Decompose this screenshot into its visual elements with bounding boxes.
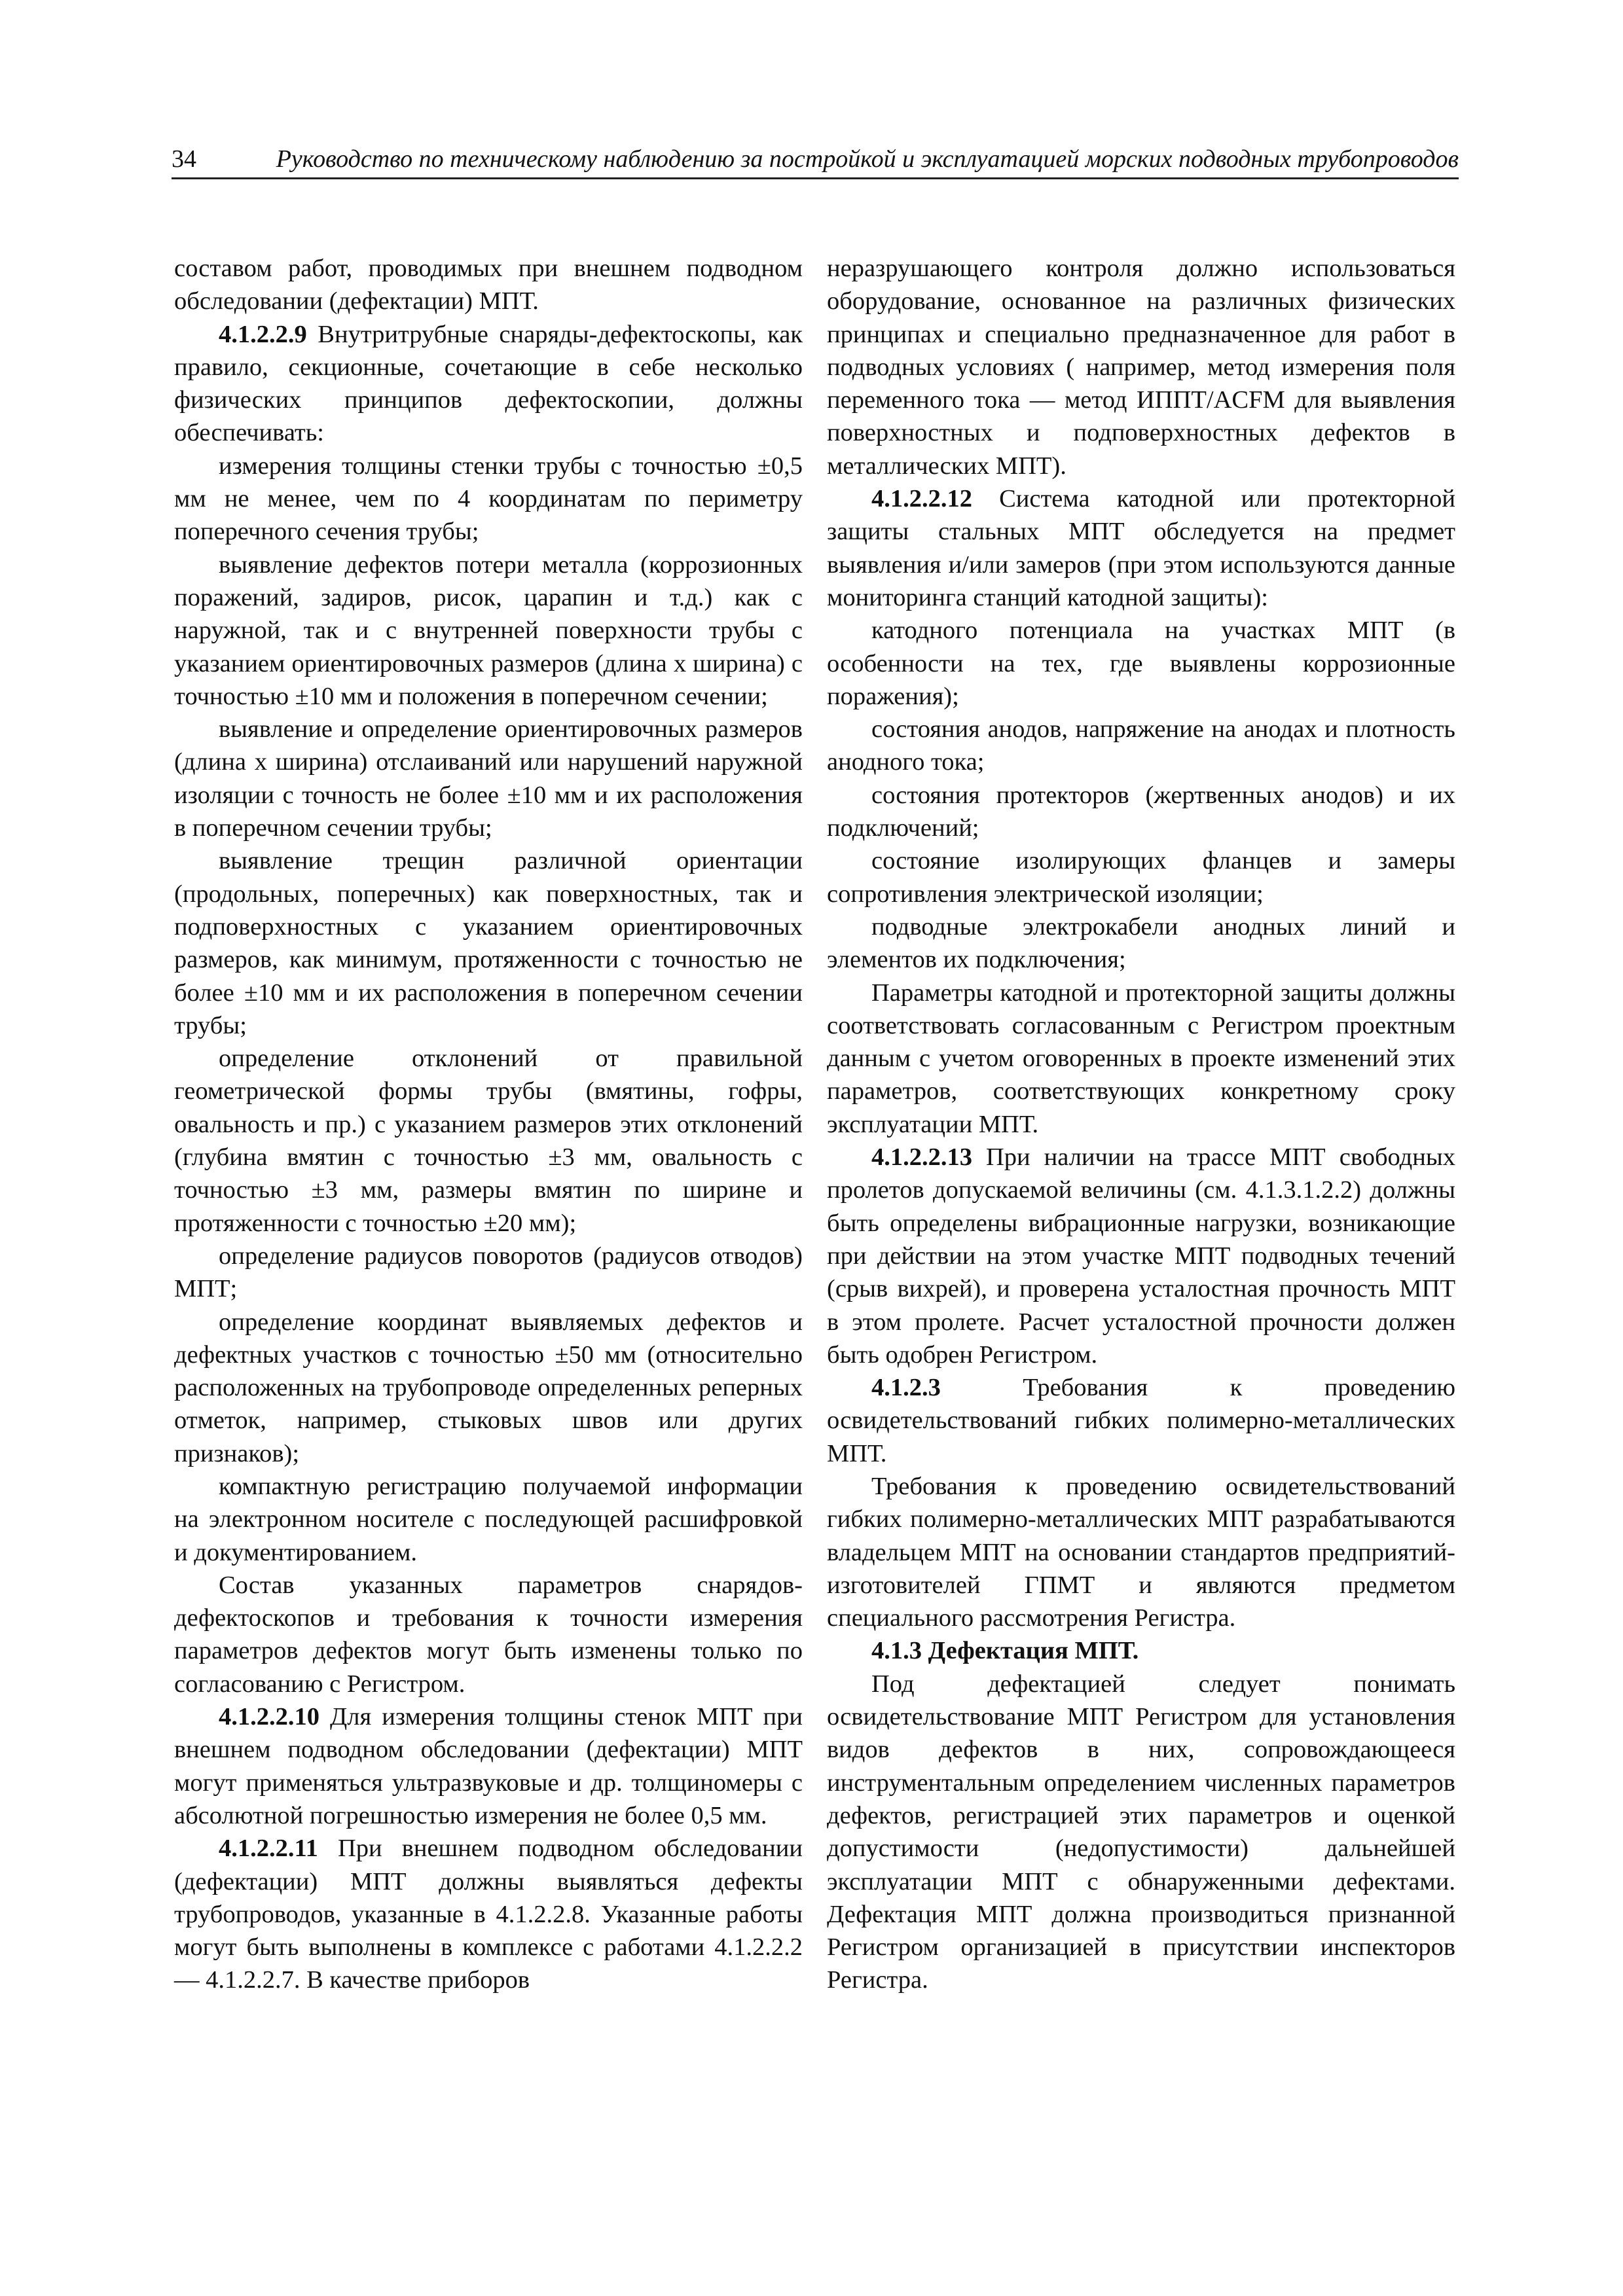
list-item: выявление трещин различной ориентации (продольных, поперечных) как поверхностных, так и подповерхностных с указанием ориентировочных размеров, как минимум, протяженности с точностью не более ±10 мм и их расположения в поперечном сечении трубы; [174,847,803,1039]
list-item: определение координат выявляемых дефектов и дефектных участков с точностью ±50 мм (относительно расположенных на трубопроводе определенных реперных отметок, например, стыковых швов или других признаков); [174,1308,803,1467]
list-item: определение радиусов поворотов (радиусов отводов) МПТ; [174,1242,803,1303]
paragraph: 4.1.2.2.9 Внутритрубные снаряды-дефектоскопы, как правило, секционные, сочетающие в себе несколько физических принципов дефектоскопии, должны обеспечивать: [174,320,803,447]
list-item: выявление и определение ориентировочных размеров (длина х ширина) отслаиваний или нарушений наружной изоляции с точность не более ±10 мм и их расположения в поперечном сечении трубы; [174,715,803,842]
section-number: 4.1.2.2.10 [219,1703,319,1731]
paragraph: 4.1.2.2.13 При наличии на трассе МПТ свободных пролетов допускаемой величины (см. 4.1.3.1.2.2) должны быть определены вибрационные нагрузки, возникающие при действии на этом участке МПТ подводных течений (срыв вихрей), и проверена усталостная прочность МПТ в этом пролете. Расчет усталостной прочности должен быть одобрен Регистром. [827,1143,1455,1369]
list-item: катодного потенциала на участках МПТ (в особенности на тех, где выявлены коррозионные поражения); [827,617,1455,710]
section-number: 4.1.2.2.9 [219,320,307,348]
page-number: 34 [172,145,196,173]
section-heading-text: 4.1.3 Дефектация МПТ. [871,1637,1139,1665]
paragraph: неразрушающего контроля должно использоваться оборудование, основанное на различных физических принципах и специально предназначенное для работ в подводных условиях ( например, метод измерения поля переменного тока — метод ИППТ/ACFM для выявления поверхностных и подповерхностных дефектов в металлических МПТ). [827,255,1455,480]
list-item: определение отклонений от правильной геометрической формы трубы (вмятины, гофры, овальность и пр.) с указанием размеров этих отклонений (глубина вмятин с точностью ±3 мм, овальность с точностью ±3 мм, размеры вмятин по ширине и протяженности с точностью ±20 мм); [174,1045,803,1237]
section-number: 4.1.2.2.13 [871,1143,972,1172]
list-item: измерения толщины стенки трубы с точностью ±0,5 мм не менее, чем по 4 координатам по периметру поперечного сечения трубы; [174,452,803,546]
section-number: 4.1.2.2.12 [871,485,972,513]
list-item: подводные электрокабели анодных линий и элементов их подключения; [827,912,1455,974]
paragraph: Состав указанных параметров снарядов-дефектоскопов и требования к точности измерения параметров дефектов могут быть изменены только по согласованию с Регистром. [174,1571,803,1698]
section-number: 4.1.2.2.11 [219,1835,318,1863]
paragraph: составом работ, проводимых при внешнем подводном обследовании (дефектации) МПТ. [174,255,803,315]
section-number: 4.1.2.3 [871,1374,941,1402]
left-column [174,252,803,1997]
paragraph: 4.1.2.2.12 Система катодной или протекторной защиты стальных МПТ обследуется на предмет выявления и/или замеров (при этом используются данные мониторинга станций катодной защиты): [827,485,1455,611]
right-column [827,252,1455,1997]
paragraph: Требования к проведению освидетельствований гибких полимерно-металлических МПТ разрабатываются владельцем МПТ на основании стандартов предприятий-изготовителей ГПМТ и являются предметом специального рассмотрения Регистра. [827,1472,1455,1632]
page-header [172,139,1459,179]
list-item: состояние изолирующих фланцев и замеры сопротивления электрической изоляции; [827,847,1455,908]
paragraph: 4.1.2.2.10 Для измерения толщины стенок МПТ при внешнем подводном обследовании (дефектации) МПТ могут применяться ультразвуковые и др. толщиномеры с абсолютной погрешностью измерения не более 0,5 мм. [174,1703,803,1829]
paragraph: 4.1.2.2.11 При внешнем подводном обследовании (дефектации) МПТ должны выявляться дефекты трубопроводов, указанные в 4.1.2.2.8. Указанные работы могут быть выполнены в комплексе с работами 4.1.2.2.2 — 4.1.2.2.7. В качестве приборов [174,1835,803,1994]
running-title: Руководство по техническому наблюдению за постройкой и эксплуатацией морских подводных трубопроводов [276,145,1459,173]
section-heading [827,1634,1455,1667]
list-item: выявление дефектов потери металла (коррозионных поражений, задиров, рисок, царапин и т.д.) как с наружной, так и с внутренней поверхности трубы с указанием ориентировочных размеров (длина х ширина) с точностью ±10 мм и положения в поперечном сечении; [174,550,803,710]
paragraph: Параметры катодной и протекторной защиты должны соответствовать согласованным с Регистром проектным данным с учетом оговоренных в проекте изменений этих параметров, соответствующих конкретному сроку эксплуатации МПТ. [827,978,1455,1138]
paragraph: 4.1.2.3 Требования к проведению освидетельствований гибких полимерно-металлических МПТ. [827,1374,1455,1467]
list-item: состояния анодов, напряжение на анодах и плотность анодного тока; [827,715,1455,776]
paragraph: Под дефектацией следует понимать освидетельствование МПТ Регистром для установления видов дефектов в них, сопровождающееся инструментальным определением численных параметров дефектов, регистрацией этих параметров и оценкой допустимости (недопустимости) дальнейшей эксплуатации МПТ с обнаруженными дефектами. Дефектация МПТ должна производиться признанной Регистром организацией в присутствии инспекторов Регистра. [827,1670,1455,1994]
list-item: компактную регистрацию получаемой информации на электронном носителе с последующей расшифровкой и документированием. [174,1472,803,1566]
list-item: состояния протекторов (жертвенных анодов) и их подключений; [827,781,1455,842]
